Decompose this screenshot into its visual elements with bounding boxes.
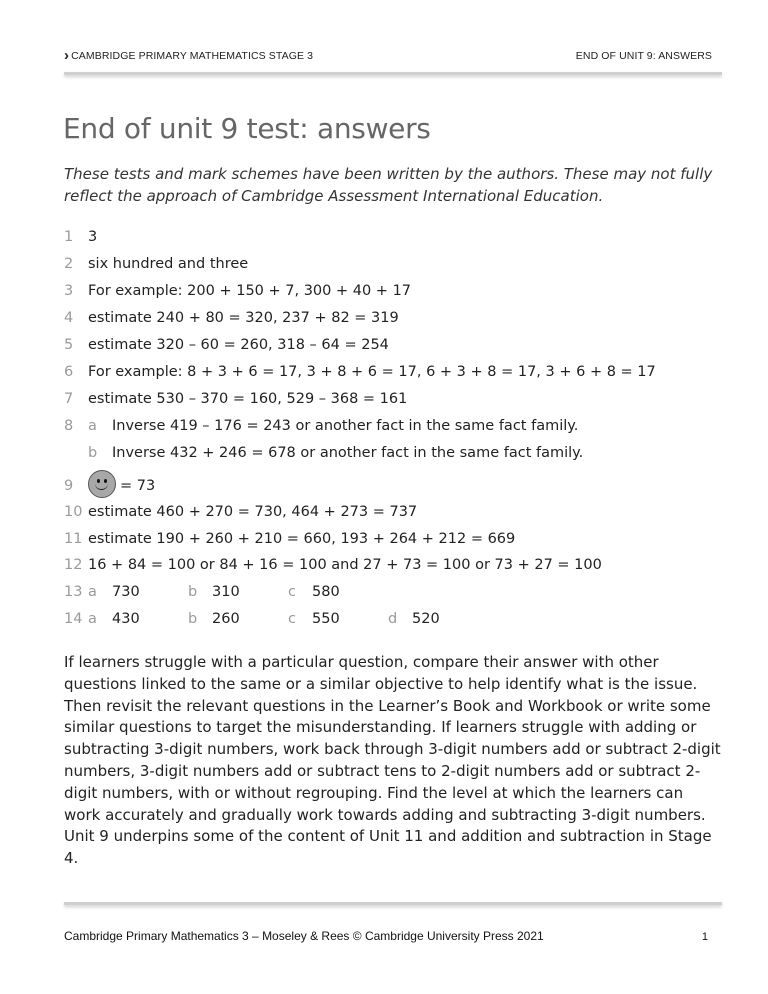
answer-11 (64, 531, 515, 547)
page-title: End of unit 9 test: answers (63, 112, 431, 145)
part-label: a (88, 584, 97, 600)
answer-8a (64, 418, 578, 434)
intro-note: These tests and mark schemes have been written by the authors. These may not fully reflect the approach of Cambridge Assessment International Education. (64, 165, 713, 205)
question-number: 5 (64, 337, 74, 353)
answer-text: 550 (312, 611, 340, 627)
part-label: c (288, 611, 296, 627)
answer-text: estimate 240 + 80 = 320, 237 + 82 = 319 (88, 310, 399, 326)
answer-text: estimate 320 – 60 = 260, 318 – 64 = 254 (88, 337, 389, 353)
question-number: 9 (64, 478, 74, 494)
answer-text: 430 (112, 611, 140, 627)
answer-text: 580 (312, 584, 340, 600)
series-title: CAMBRIDGE PRIMARY MATHEMATICS STAGE 3 (71, 50, 314, 62)
question-number: 14 (64, 611, 83, 627)
answer-9 (64, 478, 155, 498)
question-number: 8 (64, 418, 74, 434)
answer-text: 310 (212, 584, 240, 600)
part-label: b (188, 611, 198, 627)
footer-copyright: Cambridge Primary Mathematics 3 – Moseley & Rees © Cambridge University Press 2021 (64, 929, 544, 943)
question-number: 11 (64, 531, 83, 547)
part-label: b (88, 445, 98, 461)
answer-4 (64, 310, 399, 326)
question-number: 1 (64, 229, 74, 245)
answer-text: 16 + 84 = 100 or 84 + 16 = 100 and 27 + 73 = 100 or 73 + 27 = 100 (88, 557, 602, 573)
question-number: 10 (64, 504, 83, 520)
answer-7 (64, 391, 407, 407)
teacher-guidance: If learners struggle with a particular question, compare their answer with other questions linked to the same or a similar objective to help identify what is the issue. Then revisit the relevant questions in the Learner’s Book and Workbook or write some similar questions to target the misunderstanding. If learners struggle with adding or subtracting 3-digit numbers, work back through 3-digit numbers add or subtract 2-digit numbers, 3-digit numbers add or subtract tens to 2-digit numbers add or subtract 2-digit numbers, with or without regrouping. Find the level at which the learners can work accurately and gradually work towards adding and subtracting 3-digit numbers. Unit 9 underpins some of the content of Unit 11 and addition and subtraction in Stage 4. (64, 653, 721, 868)
smiley-face-icon (88, 470, 116, 498)
answer-text: Inverse 432 + 246 = 678 or another fact in the same fact family. (112, 445, 584, 461)
answer-13 (64, 584, 388, 600)
part-label: a (88, 611, 97, 627)
answer-6 (64, 364, 656, 380)
question-number: 6 (64, 364, 74, 380)
part-label: b (188, 584, 198, 600)
question-number: 7 (64, 391, 74, 407)
question-number: 13 (64, 584, 83, 600)
page-number: 1 (701, 931, 708, 943)
answer-12 (64, 557, 602, 573)
answer-text: estimate 460 + 270 = 730, 464 + 273 = 737 (88, 504, 418, 520)
answer-text: 520 (412, 611, 440, 627)
chevron-right-icon: › (64, 47, 70, 64)
answer-text: estimate 190 + 260 + 210 = 660, 193 + 264 + 212 = 669 (88, 531, 516, 547)
header-divider (64, 72, 722, 75)
answer-8b (64, 445, 583, 461)
footer-divider (64, 902, 722, 905)
answer-text: 730 (112, 584, 140, 600)
answer-10 (64, 504, 417, 520)
answer-14 (64, 611, 488, 627)
answer-text: 3 (88, 229, 98, 245)
answer-text: = 73 (120, 478, 156, 494)
answer-1 (64, 229, 97, 245)
answer-text: estimate 530 – 370 = 160, 529 – 368 = 161 (88, 391, 408, 407)
question-number: 12 (64, 557, 83, 573)
question-number: 4 (64, 310, 74, 326)
running-header-right: END OF UNIT 9: ANSWERS (575, 50, 712, 62)
answer-text: Inverse 419 – 176 = 243 or another fact in the same fact family. (112, 418, 579, 434)
question-number: 2 (64, 256, 74, 272)
part-label: c (288, 584, 296, 600)
answer-2 (64, 256, 248, 272)
answer-3 (64, 283, 411, 299)
answer-text: six hundred and three (88, 256, 249, 272)
answer-5 (64, 337, 389, 353)
part-label: a (88, 418, 97, 434)
part-label: d (388, 611, 398, 627)
question-number: 3 (64, 283, 74, 299)
answer-text: For example: 200 + 150 + 7, 300 + 40 + 17 (88, 283, 412, 299)
running-header-left (64, 47, 314, 64)
answer-text: 260 (212, 611, 240, 627)
answer-text: For example: 8 + 3 + 6 = 17, 3 + 8 + 6 = 17, 6 + 3 + 8 = 17, 3 + 6 + 8 = 17 (88, 364, 656, 380)
